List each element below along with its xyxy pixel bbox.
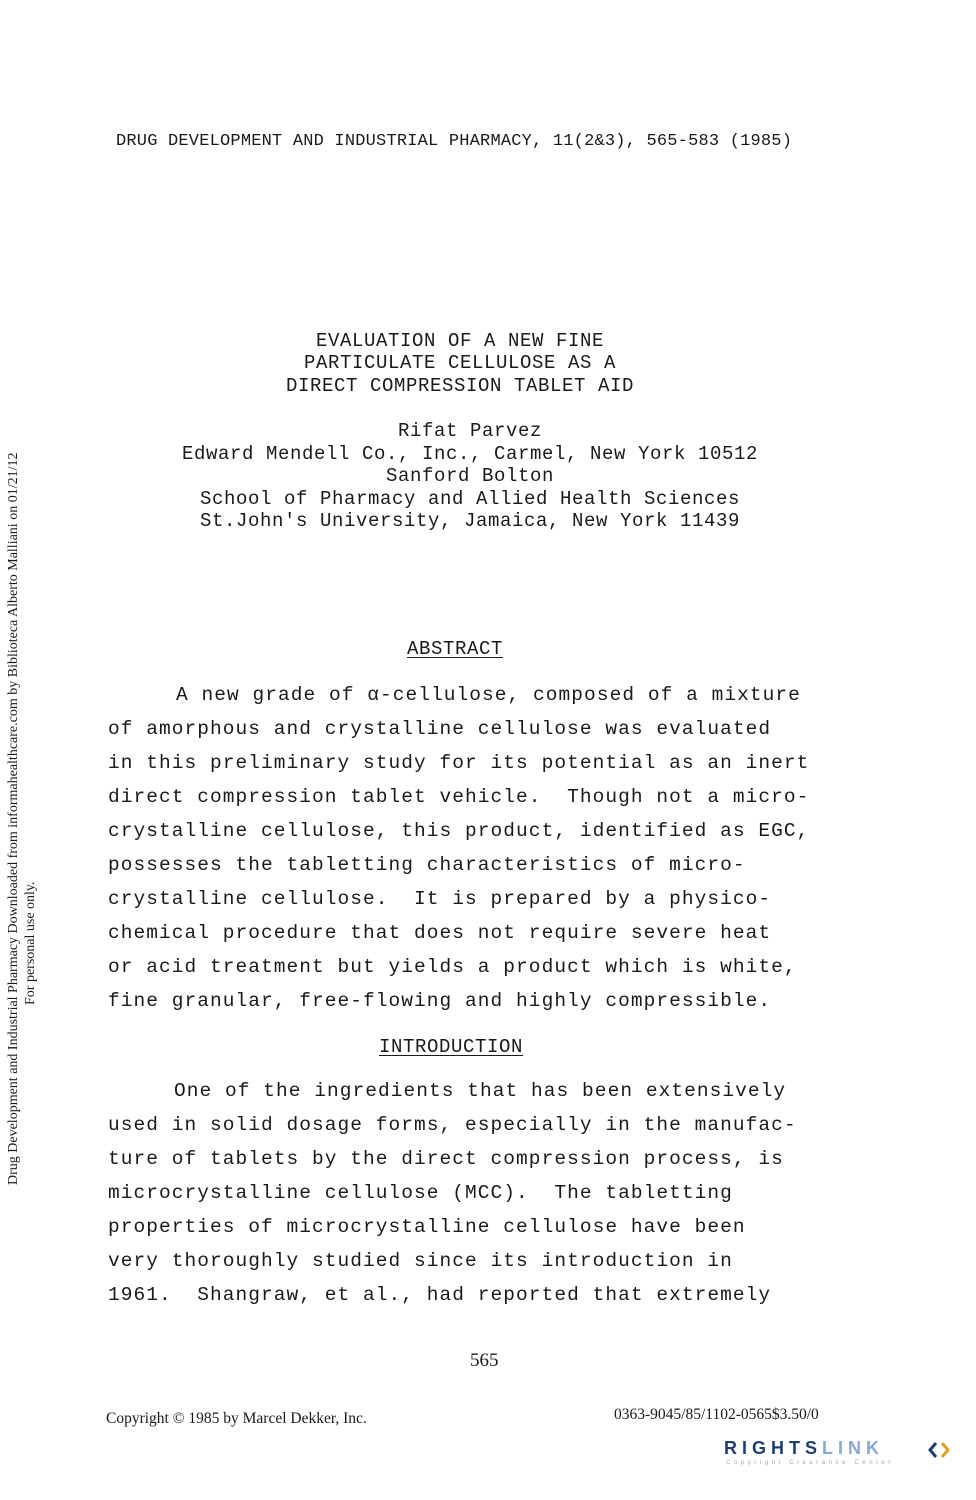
introduction-heading: INTRODUCTION: [379, 1036, 524, 1058]
abstract-line: possesses the tabletting characteristics of micro-: [108, 854, 746, 876]
abstract-line: of amorphous and crystalline cellulose was evaluated: [108, 718, 772, 740]
title-line-3: DIRECT COMPRESSION TABLET AID: [285, 375, 635, 397]
introduction-line: very thoroughly studied since its introduction in: [108, 1250, 733, 1272]
title-line-1: EVALUATION OF A NEW FINE: [315, 330, 605, 352]
journal-header: DRUG DEVELOPMENT AND INDUSTRIAL PHARMACY, 11(2&3), 565-583 (1985): [116, 132, 793, 151]
affiliation-2-line-2: St.John's University, Jamaica, New York 11439: [199, 510, 741, 532]
abstract-line: crystalline cellulose. It is prepared by a physico-: [108, 888, 772, 910]
issn-code: 0363-9045/85/1102-0565$3.50/0: [614, 1406, 819, 1423]
rightslink-tagline: Copyright Clearance Center: [726, 1460, 894, 1466]
abstract-line: A new grade of α-cellulose, composed of a mixture: [176, 684, 801, 706]
download-notice-line-2: For personal use only.: [23, 881, 38, 1005]
author-name-2: Sanford Bolton: [385, 465, 555, 487]
introduction-line: used in solid dosage forms, especially in the manufac-: [108, 1114, 797, 1136]
affiliation-2-line-1: School of Pharmacy and Allied Health Sciences: [199, 488, 741, 510]
abstract-line: direct compression tablet vehicle. Though not a micro-: [108, 786, 810, 808]
copyright-notice: Copyright © 1985 by Marcel Dekker, Inc.: [106, 1410, 367, 1427]
introduction-line: ture of tablets by the direct compression process, is: [108, 1148, 784, 1170]
affiliation-1: Edward Mendell Co., Inc., Carmel, New York 10512: [181, 443, 759, 465]
title-line-2: PARTICULATE CELLULOSE AS A: [303, 352, 617, 374]
introduction-line: properties of microcrystalline cellulose have been: [108, 1216, 746, 1238]
introduction-line: microcrystalline cellulose (MCC). The tabletting: [108, 1182, 733, 1204]
author-name-1: Rifat Parvez: [397, 420, 543, 442]
page-number: 565: [470, 1350, 499, 1371]
introduction-line: 1961. Shangraw, et al., had reported that extremely: [108, 1284, 772, 1306]
abstract-line: in this preliminary study for its potential as an inert: [108, 752, 810, 774]
rightslink-light: LINK: [822, 1438, 885, 1458]
rightslink-wordmark: [724, 1438, 884, 1459]
introduction-line: One of the ingredients that has been extensively: [174, 1080, 787, 1102]
rightslink-logo[interactable]: [724, 1438, 964, 1472]
abstract-line: chemical procedure that does not require severe heat: [108, 922, 772, 944]
download-notice-line-1: Drug Development and Industrial Pharmacy Downloaded from informahealthcare.com by Biblioteca Alberto Malliani on 01/21/12: [6, 452, 21, 1185]
abstract-heading: ABSTRACT: [407, 638, 504, 660]
abstract-line: crystalline cellulose, this product, identified as EGC,: [108, 820, 810, 842]
rightslink-bold: RIGHTS: [724, 1438, 823, 1458]
abstract-line: or acid treatment but yields a product which is white,: [108, 956, 797, 978]
rightslink-logo-icon: [928, 1440, 950, 1460]
abstract-line: fine granular, free-flowing and highly compressible.: [108, 990, 772, 1012]
